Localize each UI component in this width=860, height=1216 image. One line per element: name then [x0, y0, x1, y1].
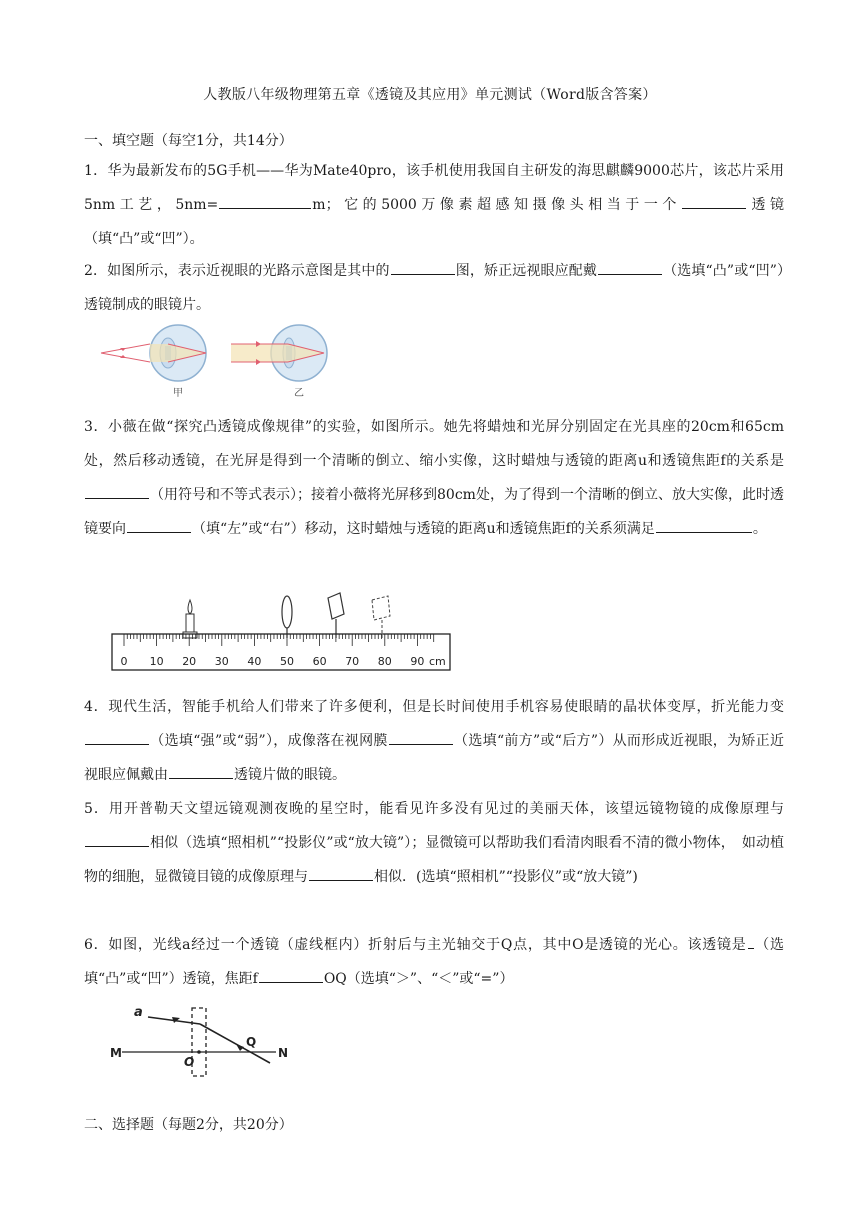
- ruler-label: 40: [247, 655, 262, 668]
- question-6-text-c: OQ（选填“＞”、“＜”或“=”）: [323, 971, 514, 987]
- question-4-text-b: （选填“强”或“弱”），成像落在视网膜: [150, 733, 388, 749]
- question-1: [84, 154, 784, 256]
- section-heading-multiple-choice: 二、选择题（每题2分，共20分）: [84, 1117, 293, 1133]
- answer-blank: [391, 259, 455, 275]
- answer-blank: [85, 483, 149, 499]
- answer-blank: [169, 763, 233, 779]
- question-4: [84, 690, 784, 792]
- label-a: a: [134, 1005, 143, 1020]
- ruler-label: 20: [182, 655, 197, 668]
- question-3-text-c: （填“左”或“右”）移动，这时蜡烛与透镜的距离u和透镜焦距f的关系须满足: [192, 521, 655, 537]
- refracted-ray: [200, 1024, 270, 1063]
- convex-lens: [282, 596, 292, 638]
- question-4-text-a: 4．现代生活，智能手机给人们带来了许多便利，但是长时间使用手机容易使眼睛的晶状体变厚，折光能力变: [84, 699, 784, 715]
- question-6-text-a: 6．如图，光线a经过一个透镜（虚线框内）折射后与主光轴交于Q点，其中O是透镜的光心。该透镜是: [84, 937, 747, 953]
- question-6: [84, 928, 784, 996]
- answer-blank: [127, 517, 191, 533]
- question-1-text-a: 1．华为最新发布的5G手机——华为Mate40pro，该手机使用我国自主研发的海思麒麟9000芯片，该芯片采用5nm工艺，5nm=: [84, 163, 784, 213]
- ruler-label: 90: [410, 655, 425, 668]
- eye-jia: [101, 325, 206, 399]
- answer-blank: [85, 831, 149, 847]
- answer-blank: [219, 193, 311, 209]
- question-2: [84, 254, 784, 322]
- answer-blank: [309, 865, 373, 881]
- ruler-label: 10: [149, 655, 164, 668]
- ruler-label: 0: [120, 655, 128, 668]
- answer-blank: [656, 517, 752, 533]
- ray-arrow: [172, 1017, 180, 1023]
- question-3-text-a: 3．小薇在做“探究凸透镜成像规律”的实验，如图所示。她先将蜡烛和光屏分别固定在光具座的20cm和65cm处，然后移动透镜，在光屏是得到一个清晰的倒立、缩小实像，这时蜡烛与透镜的距离u和透镜焦距f的关系是: [84, 419, 784, 469]
- ruler-label: 70: [345, 655, 360, 668]
- question-5-text-a: 5．用开普勒天文望远镜观测夜晚的星空时，能看见许多没有见过的美丽天体，该望远镜物镜的成像原理与: [84, 801, 784, 817]
- question-1-text-b: m；它的5000万像素超感知摄像头相当于一个: [312, 197, 681, 213]
- ruler-labels: [121, 655, 425, 668]
- question-4-text-c: （选填“前方”或“后方”）从而形成近视眼，为矫正近视眼应佩戴由: [84, 733, 784, 783]
- refraction-figure: [108, 1000, 298, 1080]
- eye-diagram-figure: [96, 322, 346, 402]
- light-screen-dashed: [372, 596, 390, 638]
- question-5: [84, 792, 784, 894]
- ruler-label: 50: [280, 655, 294, 668]
- answer-blank: [389, 729, 453, 745]
- label-m: M: [110, 1046, 122, 1060]
- question-2-text-a: 2．如图所示，表示近视眼的光路示意图是其中的: [84, 263, 390, 279]
- ruler-label: 30: [214, 655, 229, 668]
- eye-yi: [231, 325, 327, 399]
- question-5-text-c: 相似．(选填“照相机”“投影仪”或“放大镜”): [374, 869, 638, 885]
- page-title: 人教版八年级物理第五章《透镜及其应用》单元测试（Word版含答案）: [203, 87, 657, 103]
- ray-arrow: [236, 1044, 244, 1051]
- answer-blank: [598, 259, 662, 275]
- answer-blank: [85, 729, 149, 745]
- optical-bench-figure: [108, 590, 458, 676]
- ruler-label: 80: [377, 655, 392, 668]
- question-4-text-d: 透镜片做的眼镜。: [234, 767, 346, 783]
- question-3-text-b: （用符号和不等式表示）；接着小薇将光屏移到80cm处，为了得到一个清晰的倒立、放大实像，此时透镜要向: [84, 487, 784, 537]
- question-2-text-c: （选填“凸”或“凹”）透镜制成的眼镜片。: [84, 263, 785, 313]
- candle: [183, 600, 197, 638]
- section-heading-fill-in: 一、填空题（每空1分，共14分）: [84, 133, 293, 149]
- optical-center-dot: [197, 1050, 201, 1054]
- label-n: N: [278, 1046, 289, 1060]
- answer-blank: [682, 193, 746, 209]
- answer-blank: [748, 933, 754, 949]
- question-2-text-b: 图，矫正远视眼应配戴: [455, 263, 598, 279]
- question-3: [84, 410, 784, 546]
- question-3-text-d: 。: [752, 521, 767, 537]
- question-5-text-b: 相似（选填“照相机”“投影仪”或“放大镜”）；显微镜可以帮助我们看清肉眼看不清的微小物体， 如动植物的细胞，显微镜目镜的成像原理与: [84, 835, 784, 885]
- answer-blank: [259, 967, 323, 983]
- ruler-ticks: [124, 634, 434, 646]
- ruler-label: 60: [312, 655, 327, 668]
- eye-yi-label: 乙: [294, 388, 304, 399]
- label-q: Q: [246, 1035, 257, 1049]
- light-screen: [328, 593, 344, 638]
- question-1-text-c: 透镜（填“凸”或“凹”）。: [84, 197, 785, 247]
- label-o: O: [184, 1055, 195, 1069]
- eye-jia-label: 甲: [173, 388, 183, 399]
- ruler-unit: cm: [429, 655, 446, 668]
- question-6-text-b: （选填“凸”或“凹”）透镜，焦距f: [84, 937, 784, 987]
